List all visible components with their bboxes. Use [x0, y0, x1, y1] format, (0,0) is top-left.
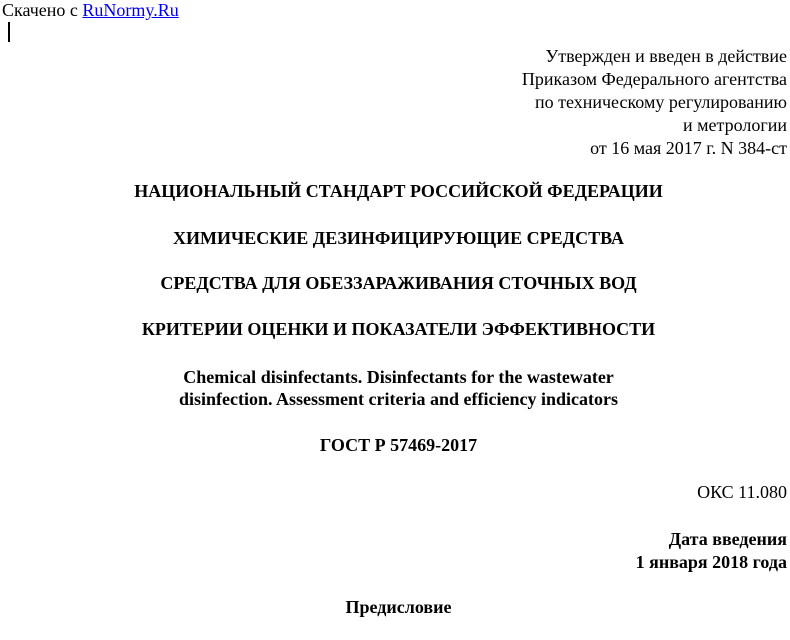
foreword-heading: Предисловие: [345, 597, 452, 617]
approval-line: Утвержден и введен в действие: [545, 46, 787, 66]
approval-line: и метрологии: [683, 115, 787, 135]
document-title-line-2: СРЕДСТВА ДЛЯ ОБЕЗЗАРАЖИВАНИЯ СТОЧНЫХ ВОД: [160, 273, 637, 293]
gost-number: ГОСТ Р 57469-2017: [319, 435, 478, 455]
approval-block: [522, 45, 787, 160]
introduction-date-value: 1 января 2018 года: [635, 552, 787, 572]
english-title: [0, 366, 790, 410]
approval-line: Приказом Федерального агентства: [521, 69, 787, 89]
runormy-link[interactable]: RuNormy.Ru: [82, 0, 179, 20]
source-line: [2, 0, 179, 20]
introduction-date-label: Дата введения: [668, 529, 787, 549]
introduction-date: [636, 528, 787, 574]
document-title-line-1: ХИМИЧЕСКИЕ ДЕЗИНФИЦИРУЮЩИЕ СРЕДСТВА: [173, 228, 624, 248]
english-title-line-1: Chemical disinfectants. Disinfectants for the wastewater: [183, 367, 614, 387]
source-prefix: Скачено с: [2, 0, 83, 20]
english-title-line-2: disinfection. Assessment criteria and efficiency indicators: [179, 389, 618, 409]
text-cursor: [8, 22, 10, 42]
document-title-line-3: КРИТЕРИИ ОЦЕНКИ И ПОКАЗАТЕЛИ ЭФФЕКТИВНОСТИ: [141, 319, 656, 339]
oks-code: ОКС 11.080: [697, 482, 787, 502]
approval-line: по техническому регулированию: [534, 92, 787, 112]
national-standard-heading: НАЦИОНАЛЬНЫЙ СТАНДАРТ РОССИЙСКОЙ ФЕДЕРАЦИИ: [134, 181, 663, 201]
approval-line: от 16 мая 2017 г. N 384-ст: [590, 138, 787, 158]
